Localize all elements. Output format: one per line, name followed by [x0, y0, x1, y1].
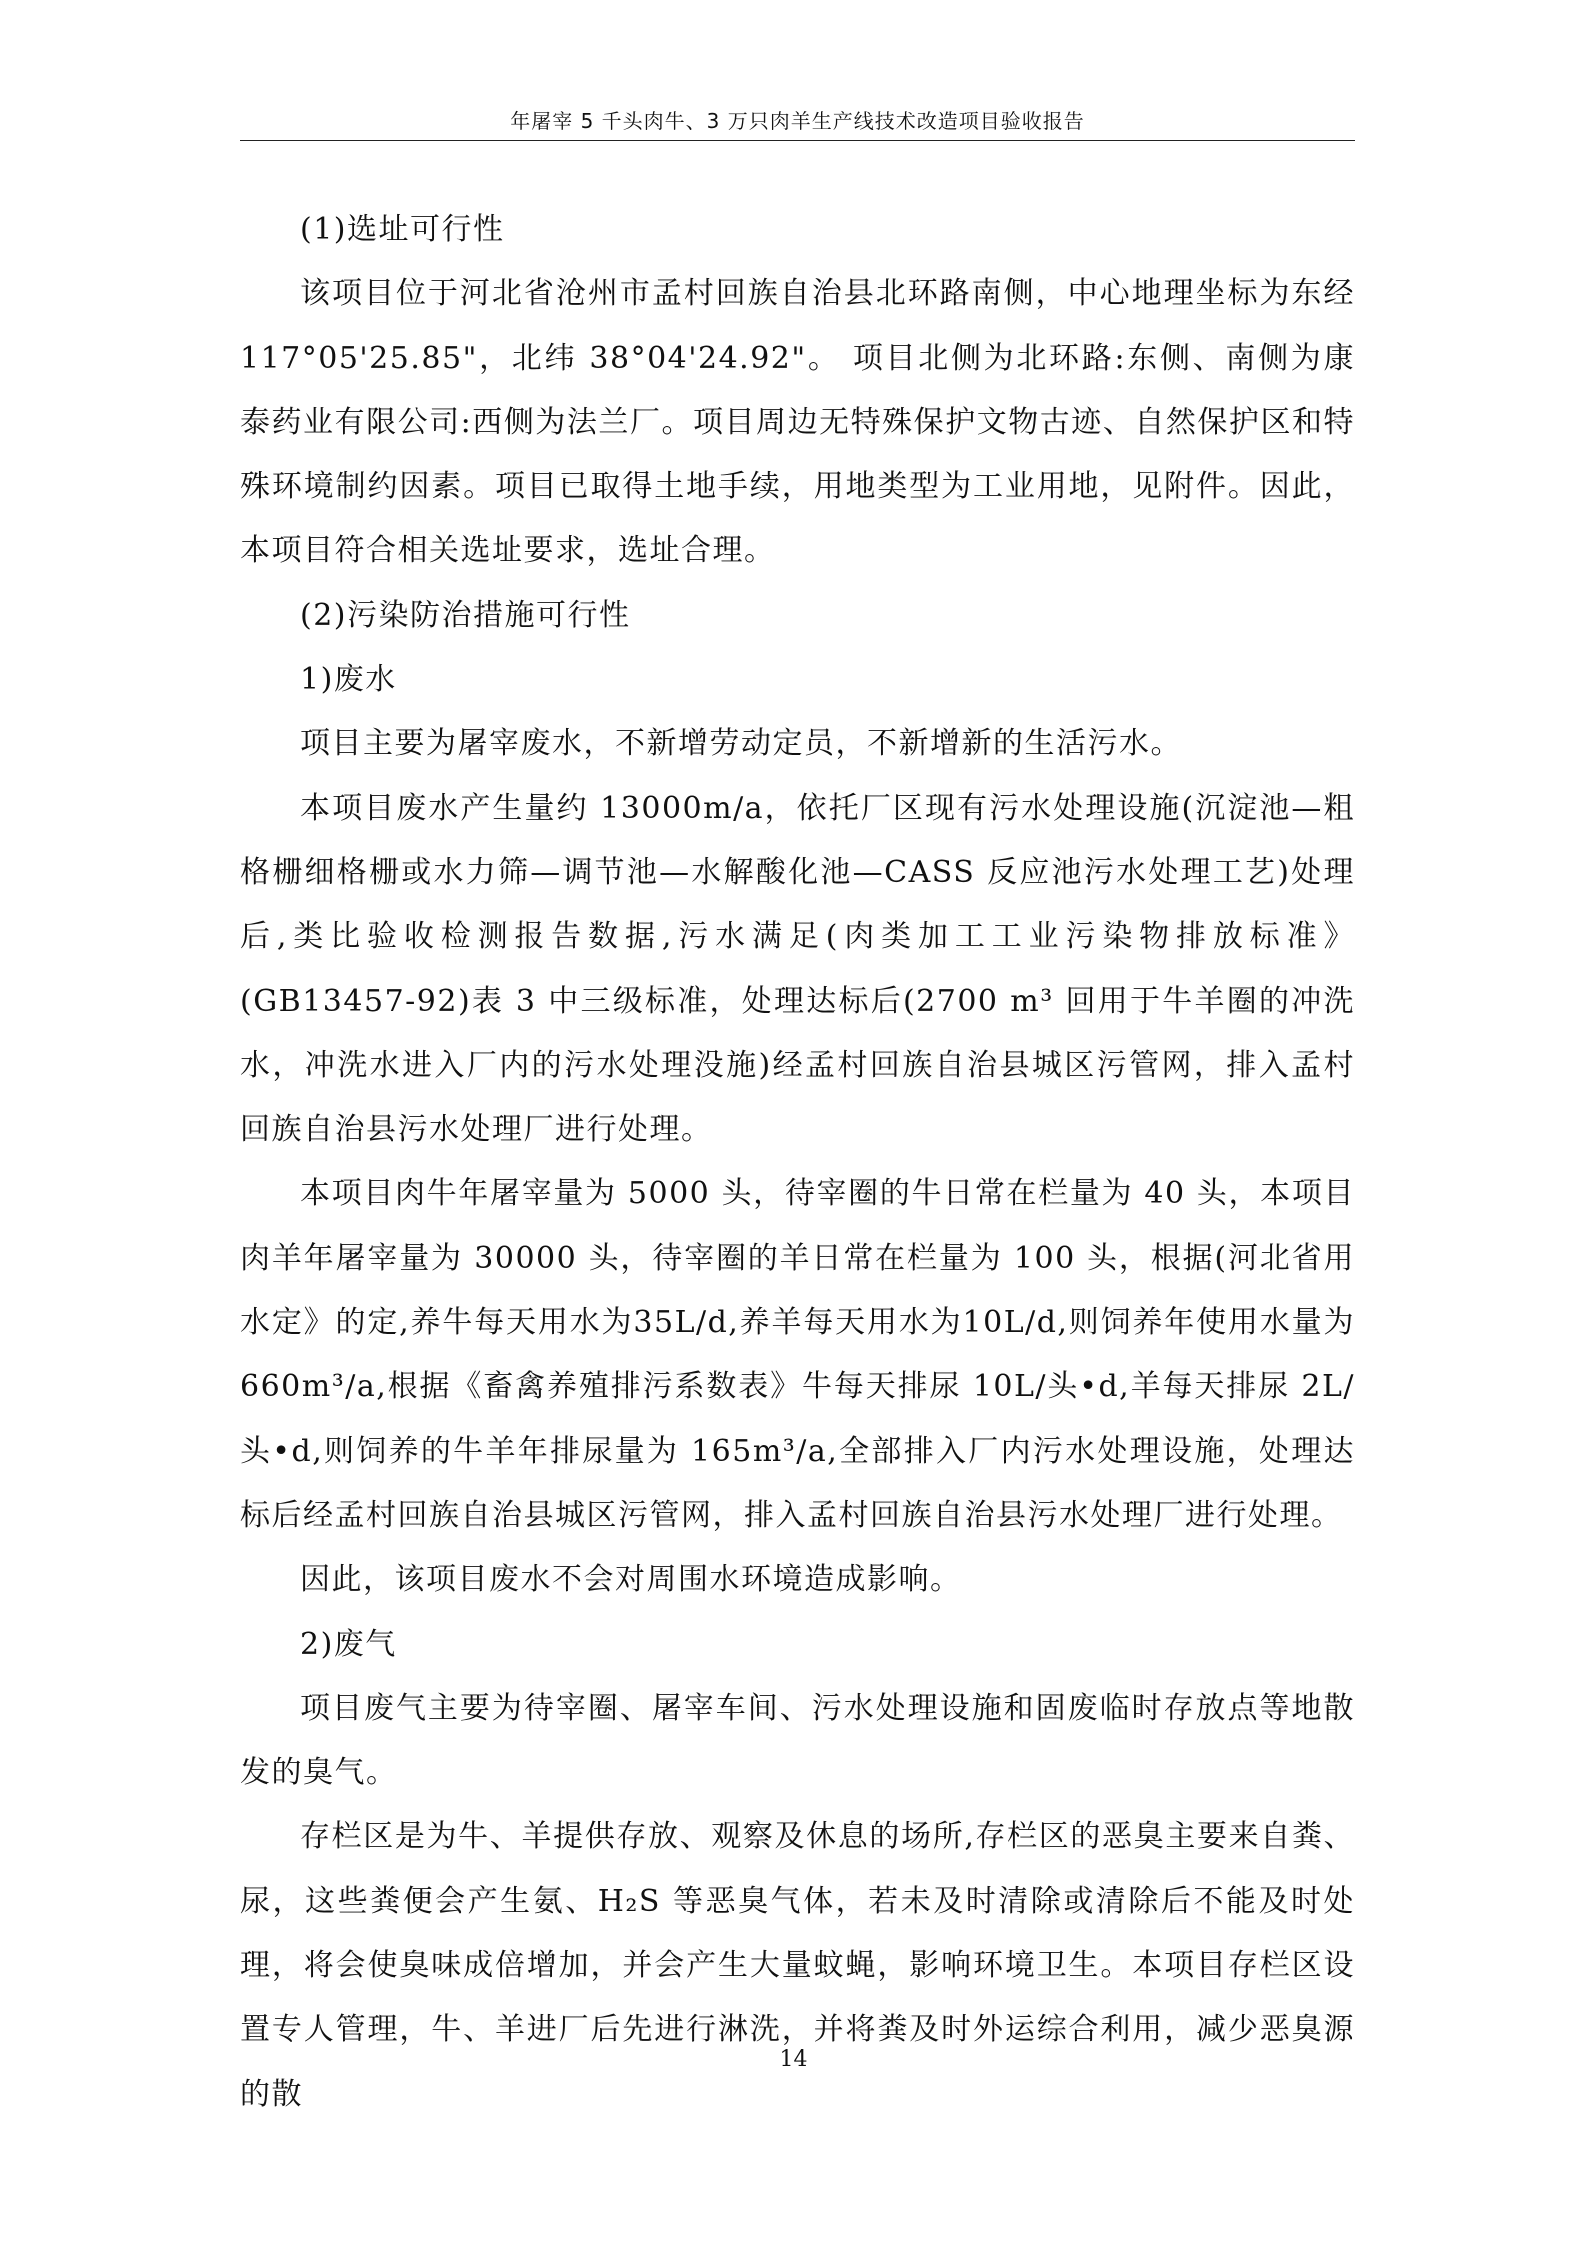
running-header: 年屠宰 5 千头肉牛、3 万只肉羊生产线技术改造项目验收报告	[510, 109, 1085, 133]
heading-site-feasibility: (1)选址可行性	[300, 212, 505, 247]
paragraph-livestock-odor: 存栏区是为牛、羊提供存放、观察及休息的场所,存栏区的恶臭主要来自粪、尿，这些粪便会产生氨、H₂S 等恶臭气体，若未及时清除或清除后不能及时处理，将会使臭味成倍增加，并会产生大量蚊蝇，影响环境卫生。本项目存栏区设置专人管理，牛、羊进厂后先进行淋洗，并将粪及时外运综合利用，减少恶臭源的散	[240, 1819, 1355, 2112]
page-number: 14	[779, 2047, 808, 2072]
paragraph-wastewater-treatment: 本项目废水产生量约 13000m/a，依托厂区现有污水处理设施(沉淀池—粗格栅细格栅或水力筛—调节池—水解酸化池—CASS 反应池污水处理工艺)处理后,类比验收检测报告数据,污水满足(肉类加工工业污染物排放标准》(GB13457-92)表 3 中三级标准，处理达标后(2700 m³ 回用于牛羊圈的冲洗水，冲洗水进入厂内的污水处理没施)经孟村回族自治县城区污管网，排入孟村回族自治县污水处理厂进行处理。	[240, 790, 1355, 1148]
paragraph-wastewater-conclusion: 因此，该项目废水不会对周围水环境造成影响。	[300, 1562, 962, 1598]
heading-exhaust-gas: 2)废气	[300, 1626, 397, 1662]
body-text	[240, 198, 1355, 2127]
heading-wastewater: 1)废水	[300, 662, 397, 698]
paragraph-exhaust-source: 项目废气主要为待宰圈、屠宰车间、污水处理设施和固废临时存放点等地散发的臭气。	[240, 1690, 1355, 1791]
paragraph-water-usage: 本项目肉牛年屠宰量为 5000 头，待宰圈的牛日常在栏量为 40 头，本项目肉羊年屠宰量为 30000 头，待宰圈的羊日常在栏量为 100 头，根据(河北省用水定》的定,养牛每天用水为35L/d,养羊每天用水为10L/d,则饲养年使用水量为660m³/a,根据《畜禽养殖排污系数表》牛每天排尿 10L/头•d,羊每天排尿 2L/头•d,则饲养的牛羊年排尿量为 165m³/a,全部排入厂内污水处理设施，处理达标后经孟村回族自治县城区污管网，排入孟村回族自治县污水处理厂进行处理。	[240, 1176, 1355, 1533]
heading-pollution-control: (2)污染防治措施可行性	[300, 597, 631, 633]
paragraph-wastewater-source: 项目主要为屠宰废水，不新增劳动定员，不新增新的生活污水。	[300, 726, 1182, 762]
header-rule	[240, 140, 1355, 141]
paragraph-site-description: 该项目位于河北省沧州市孟村回族自治县北环路南侧，中心地理坐标为东经 117°05'25.85"，北纬 38°04'24.92"。 项目北侧为北环路:东侧、南侧为康泰药业有限公司:西侧为法兰厂。项目周边无特殊保护文物古迹、自然保护区和特殊环境制约因素。项目已取得土地手续，用地类型为工业用地，见附件。因此，本项目符合相关选址要求，选址合理。	[240, 276, 1355, 569]
